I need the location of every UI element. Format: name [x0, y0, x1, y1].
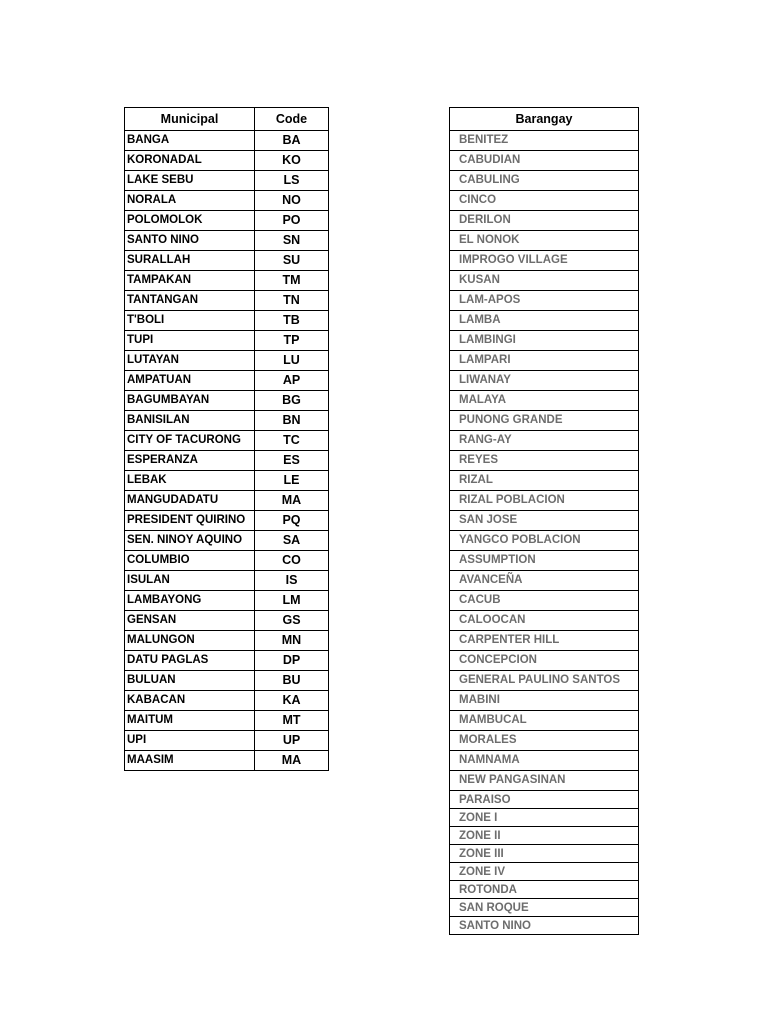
municipal-name-cell: MAITUM	[125, 711, 255, 731]
barangay-row	[450, 171, 639, 191]
barangay-name-cell: LIWANAY	[450, 371, 639, 391]
municipal-name-cell: AMPATUAN	[125, 371, 255, 391]
barangay-row	[450, 431, 639, 451]
municipal-name-cell: CITY OF TACURONG	[125, 431, 255, 451]
barangay-name-cell: MAMBUCAL	[450, 711, 639, 731]
municipal-name-cell: BULUAN	[125, 671, 255, 691]
barangay-row	[450, 211, 639, 231]
municipal-row	[125, 551, 329, 571]
barangay-name-cell: NEW PANGASINAN	[450, 771, 639, 791]
barangay-name-cell: SAN ROQUE	[450, 899, 639, 917]
barangay-name-cell: RIZAL POBLACION	[450, 491, 639, 511]
municipal-row	[125, 631, 329, 651]
barangay-name-cell: GENERAL PAULINO SANTOS	[450, 671, 639, 691]
municipal-code-cell: TP	[255, 331, 329, 351]
municipal-code-cell: ES	[255, 451, 329, 471]
municipal-name-cell: KORONADAL	[125, 151, 255, 171]
municipal-code-cell: CO	[255, 551, 329, 571]
municipal-table	[124, 107, 329, 771]
barangay-row	[450, 651, 639, 671]
barangay-name-cell: IMPROGO VILLAGE	[450, 251, 639, 271]
municipal-name-cell: ESPERANZA	[125, 451, 255, 471]
barangay-name-cell: PARAISO	[450, 791, 639, 809]
municipal-code-cell: KO	[255, 151, 329, 171]
barangay-name-cell: MABINI	[450, 691, 639, 711]
barangay-name-cell: YANGCO POBLACION	[450, 531, 639, 551]
barangay-name-cell: ROTONDA	[450, 881, 639, 899]
barangay-name-cell: ZONE IV	[450, 863, 639, 881]
municipal-name-cell: SANTO NINO	[125, 231, 255, 251]
municipal-row	[125, 191, 329, 211]
municipal-name-cell: PRESIDENT QUIRINO	[125, 511, 255, 531]
code-header: Code	[255, 108, 329, 131]
municipal-row	[125, 311, 329, 331]
barangay-name-cell: CABUDIAN	[450, 151, 639, 171]
municipal-code-cell: MT	[255, 711, 329, 731]
barangay-row	[450, 845, 639, 863]
barangay-row	[450, 451, 639, 471]
municipal-name-cell: DATU PAGLAS	[125, 651, 255, 671]
barangay-name-cell: SANTO NINO	[450, 917, 639, 935]
barangay-row	[450, 551, 639, 571]
municipal-name-cell: GENSAN	[125, 611, 255, 631]
barangay-row	[450, 899, 639, 917]
barangay-name-cell: LAM-APOS	[450, 291, 639, 311]
barangay-row	[450, 611, 639, 631]
municipal-name-cell: UPI	[125, 731, 255, 751]
barangay-row	[450, 591, 639, 611]
barangay-name-cell: CONCEPCION	[450, 651, 639, 671]
barangay-name-cell: ASSUMPTION	[450, 551, 639, 571]
municipal-row	[125, 611, 329, 631]
barangay-row	[450, 827, 639, 845]
municipal-table-body	[125, 131, 329, 771]
municipal-name-cell: NORALA	[125, 191, 255, 211]
municipal-code-cell: BA	[255, 131, 329, 151]
barangay-row	[450, 511, 639, 531]
barangay-name-cell: ZONE I	[450, 809, 639, 827]
barangay-header: Barangay	[450, 108, 639, 131]
barangay-row	[450, 331, 639, 351]
municipal-row	[125, 371, 329, 391]
municipal-row	[125, 691, 329, 711]
municipal-code-cell: SA	[255, 531, 329, 551]
municipal-name-cell: BAGUMBAYAN	[125, 391, 255, 411]
barangay-row	[450, 411, 639, 431]
barangay-row	[450, 231, 639, 251]
municipal-row	[125, 731, 329, 751]
barangay-row	[450, 491, 639, 511]
municipal-header-row	[125, 108, 329, 131]
municipal-name-cell: BANGA	[125, 131, 255, 151]
municipal-name-cell: TANTANGAN	[125, 291, 255, 311]
barangay-row	[450, 351, 639, 371]
municipal-name-cell: ISULAN	[125, 571, 255, 591]
municipal-row	[125, 231, 329, 251]
barangay-name-cell: LAMBA	[450, 311, 639, 331]
municipal-code-cell: DP	[255, 651, 329, 671]
municipal-code-cell: BN	[255, 411, 329, 431]
barangay-row	[450, 691, 639, 711]
barangay-table-body	[450, 131, 639, 935]
barangay-name-cell: MORALES	[450, 731, 639, 751]
municipal-code-cell: LE	[255, 471, 329, 491]
barangay-row	[450, 863, 639, 881]
municipal-code-cell: SU	[255, 251, 329, 271]
barangay-name-cell: DERILON	[450, 211, 639, 231]
municipal-code-cell: KA	[255, 691, 329, 711]
barangay-row	[450, 711, 639, 731]
municipal-row	[125, 171, 329, 191]
municipal-code-cell: MA	[255, 751, 329, 771]
municipal-row	[125, 211, 329, 231]
barangay-row	[450, 809, 639, 827]
barangay-name-cell: MALAYA	[450, 391, 639, 411]
barangay-row	[450, 631, 639, 651]
municipal-row	[125, 411, 329, 431]
municipal-row	[125, 671, 329, 691]
barangay-name-cell: CINCO	[450, 191, 639, 211]
municipal-row	[125, 131, 329, 151]
barangay-row	[450, 917, 639, 935]
municipal-name-cell: SURALLAH	[125, 251, 255, 271]
barangay-row	[450, 311, 639, 331]
municipal-row	[125, 491, 329, 511]
barangay-name-cell: EL NONOK	[450, 231, 639, 251]
barangay-name-cell: ZONE II	[450, 827, 639, 845]
municipal-name-cell: POLOMOLOK	[125, 211, 255, 231]
barangay-row	[450, 731, 639, 751]
barangay-name-cell: ZONE III	[450, 845, 639, 863]
barangay-name-cell: CARPENTER HILL	[450, 631, 639, 651]
municipal-row	[125, 531, 329, 551]
municipal-code-cell: BG	[255, 391, 329, 411]
municipal-code-cell: PO	[255, 211, 329, 231]
municipal-row	[125, 391, 329, 411]
municipal-code-cell: AP	[255, 371, 329, 391]
barangay-row	[450, 291, 639, 311]
municipal-row	[125, 431, 329, 451]
barangay-name-cell: CALOOCAN	[450, 611, 639, 631]
barangay-name-cell: LAMPARI	[450, 351, 639, 371]
barangay-name-cell: AVANCEÑA	[450, 571, 639, 591]
municipal-code-cell: UP	[255, 731, 329, 751]
municipal-name-cell: MAASIM	[125, 751, 255, 771]
municipal-row	[125, 151, 329, 171]
barangay-row	[450, 151, 639, 171]
municipal-row	[125, 351, 329, 371]
municipal-name-cell: LUTAYAN	[125, 351, 255, 371]
municipal-name-cell: BANISILAN	[125, 411, 255, 431]
municipal-name-cell: MANGUDADATU	[125, 491, 255, 511]
barangay-name-cell: CABULING	[450, 171, 639, 191]
municipal-code-cell: LS	[255, 171, 329, 191]
municipal-name-cell: T'BOLI	[125, 311, 255, 331]
municipal-code-cell: IS	[255, 571, 329, 591]
municipal-name-cell: TUPI	[125, 331, 255, 351]
municipal-name-cell: LAMBAYONG	[125, 591, 255, 611]
municipal-row	[125, 511, 329, 531]
barangay-header-row	[450, 108, 639, 131]
barangay-row	[450, 751, 639, 771]
barangay-row	[450, 671, 639, 691]
barangay-row	[450, 531, 639, 551]
barangay-table	[449, 107, 639, 935]
barangay-row	[450, 391, 639, 411]
barangay-row	[450, 191, 639, 211]
municipal-code-cell: TM	[255, 271, 329, 291]
municipal-name-cell: LEBAK	[125, 471, 255, 491]
municipal-name-cell: TAMPAKAN	[125, 271, 255, 291]
barangay-name-cell: PUNONG GRANDE	[450, 411, 639, 431]
barangay-name-cell: BENITEZ	[450, 131, 639, 151]
municipal-code-cell: LM	[255, 591, 329, 611]
municipal-code-cell: LU	[255, 351, 329, 371]
municipal-row	[125, 571, 329, 591]
municipal-row	[125, 271, 329, 291]
municipal-code-cell: MA	[255, 491, 329, 511]
barangay-name-cell: RANG-AY	[450, 431, 639, 451]
barangay-row	[450, 571, 639, 591]
municipal-name-cell: LAKE SEBU	[125, 171, 255, 191]
barangay-name-cell: REYES	[450, 451, 639, 471]
municipal-row	[125, 591, 329, 611]
municipal-row	[125, 471, 329, 491]
municipal-header: Municipal	[125, 108, 255, 131]
municipal-row	[125, 451, 329, 471]
municipal-name-cell: KABACAN	[125, 691, 255, 711]
municipal-name-cell: COLUMBIO	[125, 551, 255, 571]
municipal-code-cell: TC	[255, 431, 329, 451]
municipal-name-cell: SEN. NINOY AQUINO	[125, 531, 255, 551]
municipal-code-cell: GS	[255, 611, 329, 631]
municipal-name-cell: MALUNGON	[125, 631, 255, 651]
municipal-code-cell: BU	[255, 671, 329, 691]
barangay-name-cell: KUSAN	[450, 271, 639, 291]
barangay-row	[450, 251, 639, 271]
municipal-row	[125, 331, 329, 351]
barangay-row	[450, 271, 639, 291]
barangay-row	[450, 131, 639, 151]
barangay-name-cell: NAMNAMA	[450, 751, 639, 771]
municipal-row	[125, 751, 329, 771]
municipal-code-cell: TN	[255, 291, 329, 311]
municipal-code-cell: PQ	[255, 511, 329, 531]
barangay-row	[450, 371, 639, 391]
barangay-name-cell: RIZAL	[450, 471, 639, 491]
municipal-code-cell: TB	[255, 311, 329, 331]
barangay-row	[450, 471, 639, 491]
barangay-row	[450, 881, 639, 899]
barangay-row	[450, 791, 639, 809]
municipal-row	[125, 291, 329, 311]
barangay-name-cell: SAN JOSE	[450, 511, 639, 531]
municipal-row	[125, 711, 329, 731]
barangay-row	[450, 771, 639, 791]
municipal-row	[125, 651, 329, 671]
municipal-code-cell: SN	[255, 231, 329, 251]
municipal-row	[125, 251, 329, 271]
barangay-name-cell: LAMBINGI	[450, 331, 639, 351]
municipal-code-cell: NO	[255, 191, 329, 211]
municipal-code-cell: MN	[255, 631, 329, 651]
barangay-name-cell: CACUB	[450, 591, 639, 611]
